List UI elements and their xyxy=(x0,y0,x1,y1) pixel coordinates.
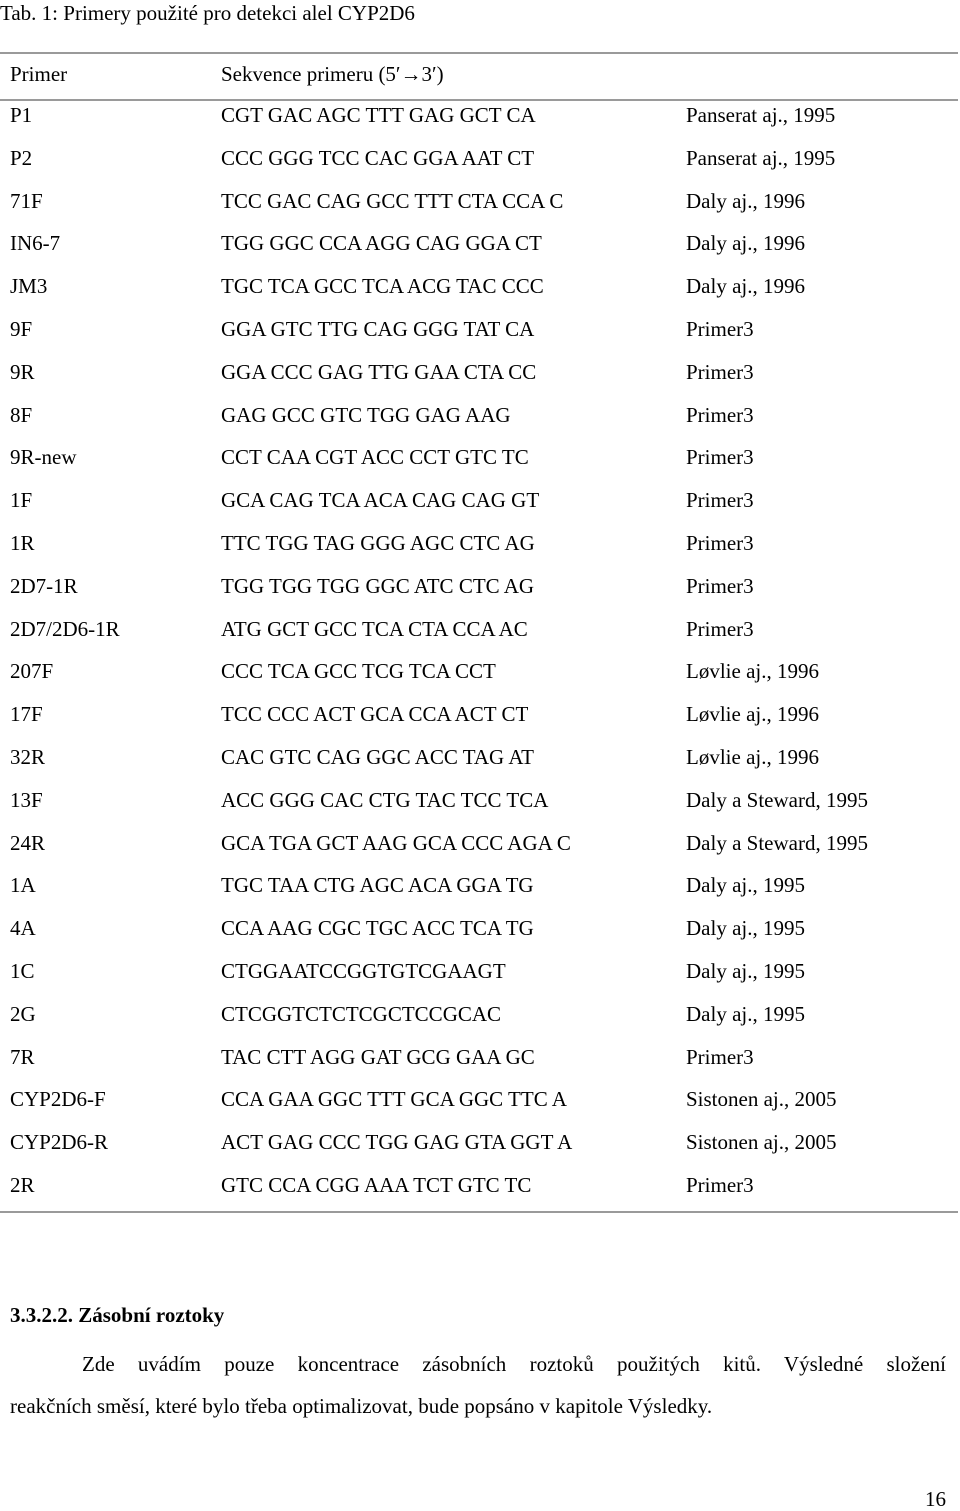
cell-primer: 9R-new xyxy=(10,445,77,470)
paragraph-line-1: Zde uvádím pouze koncentrace zásobních roztoků použitých kitů. Výsledné složení xyxy=(82,1352,946,1376)
cell-sequence: TCC CCC ACT GCA CCA ACT CT xyxy=(221,702,529,727)
cell-sequence: TAC CTT AGG GAT GCG GAA GC xyxy=(221,1044,535,1069)
table-row xyxy=(0,308,958,351)
cell-source: Løvlie aj., 1996 xyxy=(686,744,819,769)
cell-sequence: ACC GGG CAC CTG TAC TCC TCA xyxy=(221,787,549,812)
cell-sequence: CCC GGG TCC CAC GGA AAT CT xyxy=(221,145,535,170)
cell-source: Daly aj., 1995 xyxy=(686,958,805,983)
cell-primer: 8F xyxy=(10,402,33,427)
table-row xyxy=(0,736,958,779)
cell-sequence: TGG GGC CCA AGG CAG GGA CT xyxy=(221,231,542,256)
cell-source: Primer3 xyxy=(686,616,754,641)
cell-primer: 9F xyxy=(10,316,33,341)
table-row xyxy=(0,650,958,693)
cell-source: Løvlie aj., 1996 xyxy=(686,659,819,684)
table-row xyxy=(0,993,958,1036)
cell-source: Primer3 xyxy=(686,530,754,555)
table-row xyxy=(0,222,958,265)
table-row xyxy=(0,351,958,394)
section-heading: 3.3.2.2. Zásobní roztoky xyxy=(10,1303,225,1327)
cell-sequence: GTC CCA CGG AAA TCT GTC TC xyxy=(221,1172,532,1197)
cell-primer: 207F xyxy=(10,659,54,684)
cell-primer: 17F xyxy=(10,702,43,727)
table-row xyxy=(0,822,958,865)
table-row xyxy=(0,394,958,437)
cell-sequence: GAG GCC GTC TGG GAG AAG xyxy=(221,402,511,427)
cell-source: Primer3 xyxy=(686,1172,754,1197)
cell-primer: 1A xyxy=(10,873,36,898)
table-row xyxy=(0,1036,958,1079)
cell-primer: 2D7/2D6-1R xyxy=(10,616,120,641)
cell-source: Daly aj., 1996 xyxy=(686,274,805,299)
cell-primer: 24R xyxy=(10,830,46,855)
cell-source: Daly a Steward, 1995 xyxy=(686,830,868,855)
table-row xyxy=(0,907,958,950)
cell-primer: 2R xyxy=(10,1172,35,1197)
cell-primer: CYP2D6-F xyxy=(10,1087,106,1112)
cell-source: Panserat aj., 1995 xyxy=(686,145,836,170)
cell-primer: IN6-7 xyxy=(10,231,61,256)
cell-source: Daly aj., 1996 xyxy=(686,231,805,256)
cell-primer: 7R xyxy=(10,1044,35,1069)
table-row xyxy=(0,565,958,608)
table-row xyxy=(0,1078,958,1121)
table-row xyxy=(0,436,958,479)
cell-primer: 1C xyxy=(10,958,35,983)
cell-source: Primer3 xyxy=(686,402,754,427)
cell-primer: 71F xyxy=(10,188,43,213)
cell-primer: 9R xyxy=(10,359,35,384)
cell-sequence: TGC TAA CTG AGC ACA GGA TG xyxy=(221,873,534,898)
cell-sequence: TCC GAC CAG GCC TTT CTA CCA C xyxy=(221,188,564,213)
table-row xyxy=(0,864,958,907)
table-row xyxy=(0,950,958,993)
section-paragraph xyxy=(10,1343,946,1427)
cell-source: Løvlie aj., 1996 xyxy=(686,702,819,727)
cell-source: Daly aj., 1995 xyxy=(686,916,805,941)
cell-primer: 2D7-1R xyxy=(10,573,78,598)
table-row xyxy=(0,779,958,822)
cell-source: Daly a Steward, 1995 xyxy=(686,787,868,812)
cell-sequence: TGG TGG TGG GGC ATC CTC AG xyxy=(221,573,535,598)
table-row xyxy=(0,1164,958,1207)
cell-sequence: TTC TGG TAG GGG AGC CTC AG xyxy=(221,530,535,555)
cell-source: Daly aj., 1995 xyxy=(686,873,805,898)
cell-source: Daly aj., 1996 xyxy=(686,188,805,213)
table-row xyxy=(0,265,958,308)
cell-source: Primer3 xyxy=(686,573,754,598)
cell-primer: 13F xyxy=(10,787,43,812)
cell-primer: P2 xyxy=(10,145,33,170)
table-top-rule xyxy=(0,52,958,54)
cell-sequence: GCA TGA GCT AAG GCA CCC AGA C xyxy=(221,830,571,855)
header-primer: Primer xyxy=(10,62,68,86)
cell-source: Primer3 xyxy=(686,488,754,513)
cell-sequence: GGA GTC TTG CAG GGG TAT CA xyxy=(221,316,535,341)
cell-sequence: CTCGGTCTCTCGCTCCGCAC xyxy=(221,1001,502,1026)
cell-source: Primer3 xyxy=(686,359,754,384)
cell-sequence: CAC GTC CAG GGC ACC TAG AT xyxy=(221,744,534,769)
cell-source: Primer3 xyxy=(686,445,754,470)
table-row xyxy=(0,693,958,736)
cell-primer: P1 xyxy=(10,103,33,127)
paragraph-line-2: reakčních směsí, které bylo třeba optimalizovat, bude popsáno v kapitole Výsledky. xyxy=(10,1394,713,1418)
table-row xyxy=(0,522,958,565)
cell-primer: 1F xyxy=(10,488,33,513)
table-caption: Tab. 1: Primery použité pro detekci alel CYP2D6 xyxy=(0,1,415,25)
page-number: 16 xyxy=(925,1487,946,1511)
table-row xyxy=(0,94,958,137)
cell-source: Sistonen aj., 2005 xyxy=(686,1087,837,1112)
cell-source: Primer3 xyxy=(686,316,754,341)
table-body xyxy=(0,94,958,1207)
cell-sequence: TGC TCA GCC TCA ACG TAC CCC xyxy=(221,274,544,299)
cell-sequence: CGT GAC AGC TTT GAG GCT CA xyxy=(221,103,536,127)
cell-source: Panserat aj., 1995 xyxy=(686,103,836,127)
cell-sequence: CCA GAA GGC TTT GCA GGC TTC A xyxy=(221,1087,567,1112)
header-sequence: Sekvence primeru (5′→3′) xyxy=(221,62,444,86)
cell-source: Primer3 xyxy=(686,1044,754,1069)
table-row xyxy=(0,180,958,223)
cell-sequence: ACT GAG CCC TGG GAG GTA GGT A xyxy=(221,1130,573,1155)
cell-primer: CYP2D6-R xyxy=(10,1130,109,1155)
table-row xyxy=(0,479,958,522)
table-row xyxy=(0,1121,958,1164)
cell-primer: 1R xyxy=(10,530,35,555)
cell-sequence: CCA AAG CGC TGC ACC TCA TG xyxy=(221,916,534,941)
cell-sequence: CCT CAA CGT ACC CCT GTC TC xyxy=(221,445,529,470)
cell-primer: 2G xyxy=(10,1001,36,1026)
cell-source: Sistonen aj., 2005 xyxy=(686,1130,837,1155)
cell-primer: 32R xyxy=(10,744,46,769)
cell-primer: JM3 xyxy=(10,274,48,299)
cell-source: Daly aj., 1995 xyxy=(686,1001,805,1026)
table-bottom-rule xyxy=(0,1211,958,1213)
cell-sequence: CCC TCA GCC TCG TCA CCT xyxy=(221,659,496,684)
table-row xyxy=(0,608,958,651)
cell-primer: 4A xyxy=(10,916,36,941)
cell-sequence: ATG GCT GCC TCA CTA CCA AC xyxy=(221,616,528,641)
cell-sequence: GGA CCC GAG TTG GAA CTA CC xyxy=(221,359,537,384)
table-row xyxy=(0,137,958,180)
cell-sequence: GCA CAG TCA ACA CAG CAG GT xyxy=(221,488,540,513)
cell-sequence: CTGGAATCCGGTGTCGAAGT xyxy=(221,958,506,983)
